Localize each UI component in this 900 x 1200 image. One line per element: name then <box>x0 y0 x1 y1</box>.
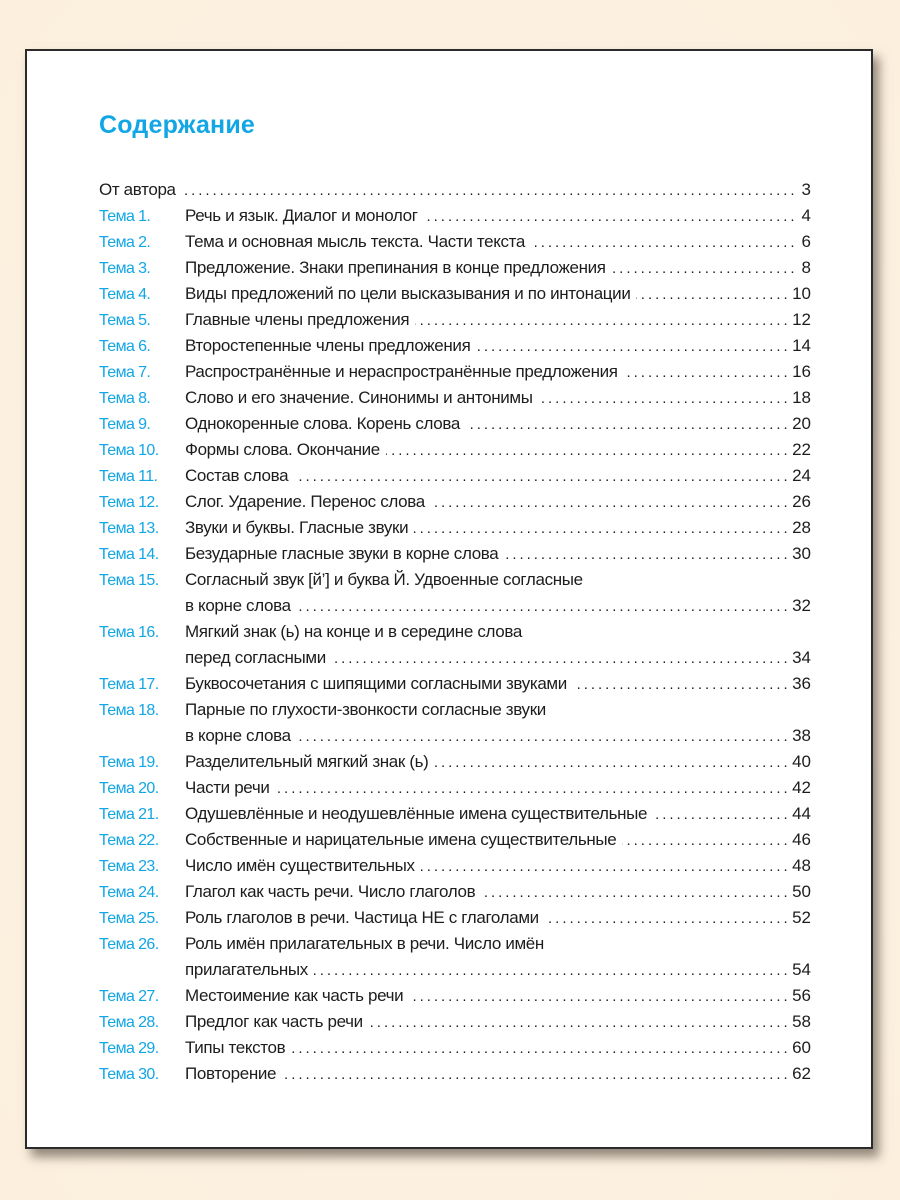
topic-number: Тема 20. <box>99 780 159 797</box>
toc-entry <box>99 385 811 411</box>
topic-title: перед согласными <box>185 648 326 667</box>
dot-leader <box>545 906 787 932</box>
toc-entry <box>99 281 811 307</box>
dot-leader <box>369 1010 787 1036</box>
topic-title: Главные члены предложения <box>185 310 410 329</box>
topic-title: Собственные и нарицательные имена существительные <box>185 830 617 849</box>
page-number: 52 <box>792 908 811 927</box>
toc-entry <box>99 1035 811 1061</box>
topic-title: Согласный звук [й’] и буква Й. Удвоенные согласные <box>185 570 583 589</box>
toc-entry <box>99 801 811 827</box>
dot-leader <box>294 464 787 490</box>
toc-entry <box>99 437 811 463</box>
dot-leader <box>431 490 787 516</box>
topic-number: Тема 12. <box>99 494 159 511</box>
toc-entry <box>99 905 811 931</box>
toc-entry <box>99 853 811 879</box>
dot-leader <box>612 256 794 282</box>
page-number: 26 <box>792 492 811 511</box>
dot-leader <box>421 854 787 880</box>
page-number: 48 <box>792 856 811 875</box>
topic-number: Тема 14. <box>99 546 159 563</box>
topic-title: Местоимение как часть речи <box>185 986 404 1005</box>
page-number: 24 <box>792 466 811 485</box>
topic-number: Тема 7. <box>99 364 151 381</box>
topic-number: Тема 22. <box>99 832 159 849</box>
topic-title: Буквосочетания с шипящими согласными звуками <box>185 674 567 693</box>
topic-title: Роль имён прилагательных в речи. Число имён <box>185 934 544 953</box>
topic-number: Тема 24. <box>99 884 159 901</box>
topic-title: Одушевлённые и неодушевлённые имена существительные <box>185 804 648 823</box>
topic-title: Роль глаголов в речи. Частица НЕ с глаголами <box>185 908 539 927</box>
dot-leader <box>297 724 787 750</box>
topic-title: Формы слова. Окончание <box>185 440 380 459</box>
page-number: 14 <box>792 336 811 355</box>
dot-leader <box>531 230 794 256</box>
dot-leader <box>282 1062 787 1088</box>
dot-leader <box>504 542 787 568</box>
toc-entry-line <box>99 697 811 723</box>
topic-title: Число имён существительных <box>185 856 415 875</box>
topic-number: Тема 15. <box>99 572 159 589</box>
topic-title: Предлог как часть речи <box>185 1012 363 1031</box>
topic-number: Тема 23. <box>99 858 159 875</box>
page-number: 30 <box>792 544 811 563</box>
topic-title: Слово и его значение. Синонимы и антонимы <box>185 388 533 407</box>
topic-number: Тема 8. <box>99 390 151 407</box>
topic-number: Тема 18. <box>99 702 159 719</box>
topic-title: Однокоренные слова. Корень слова <box>185 414 460 433</box>
toc-entry <box>99 489 811 515</box>
toc-entry <box>99 671 811 697</box>
topic-number: Тема 9. <box>99 416 151 433</box>
page-number: 42 <box>792 778 811 797</box>
topic-title: Звуки и буквы. Гласные звуки <box>185 518 409 537</box>
toc-entry <box>99 723 811 749</box>
toc-entry <box>99 229 811 255</box>
page-number: 62 <box>792 1064 811 1083</box>
topic-title: Распространённые и нераспространённые предложения <box>185 362 618 381</box>
topic-title: Состав слова <box>185 466 289 485</box>
toc-entry <box>99 255 811 281</box>
page-title: Содержание <box>99 111 256 139</box>
toc-entry <box>99 177 811 203</box>
topic-number: Тема 6. <box>99 338 151 355</box>
document-page <box>25 49 873 1149</box>
page-number: 58 <box>792 1012 811 1031</box>
topic-number: Тема 16. <box>99 624 159 641</box>
topic-number: Тема 30. <box>99 1066 159 1083</box>
dot-leader <box>276 776 788 802</box>
toc-entry <box>99 203 811 229</box>
toc-entry <box>99 1061 811 1087</box>
topic-number: Тема 10. <box>99 442 159 459</box>
dot-leader <box>182 178 794 204</box>
toc-entry <box>99 307 811 333</box>
dot-leader <box>291 1036 787 1062</box>
topic-title: в корне слова <box>185 726 291 745</box>
toc-entry <box>99 775 811 801</box>
topic-number: Тема 28. <box>99 1014 159 1031</box>
topic-title: Типы текстов <box>185 1038 286 1057</box>
toc-entry-line <box>99 619 811 645</box>
toc-entry <box>99 957 811 983</box>
topic-title: Слог. Ударение. Перенос слова <box>185 492 425 511</box>
dot-leader <box>624 360 787 386</box>
page-number: 16 <box>792 362 811 381</box>
toc-entry <box>99 1009 811 1035</box>
topic-number: Тема 29. <box>99 1040 159 1057</box>
toc-entry-line <box>99 567 811 593</box>
dot-leader <box>332 646 787 672</box>
topic-number: Тема 17. <box>99 676 159 693</box>
topic-title: Второстепенные члены предложения <box>185 336 471 355</box>
topic-title: Виды предложений по цели высказывания и по интонации <box>185 284 631 303</box>
toc-entry <box>99 333 811 359</box>
topic-title: Мягкий знак (ь) на конце и в середине слова <box>185 622 522 641</box>
topic-number: Тема 21. <box>99 806 159 823</box>
dot-leader <box>415 308 787 334</box>
dot-leader <box>622 828 787 854</box>
topic-title: От автора <box>99 180 176 199</box>
dot-leader <box>424 204 794 230</box>
dot-leader <box>297 594 787 620</box>
topic-number: Тема 11. <box>99 468 158 485</box>
topic-title: Повторение <box>185 1064 277 1083</box>
topic-title: Глагол как часть речи. Число глаголов <box>185 882 476 901</box>
page-number: 56 <box>792 986 811 1005</box>
page-number: 36 <box>792 674 811 693</box>
page-number: 44 <box>792 804 811 823</box>
toc-entry <box>99 827 811 853</box>
topic-number: Тема 19. <box>99 754 159 771</box>
page-number: 6 <box>801 232 811 251</box>
page-number: 54 <box>792 960 811 979</box>
toc-entry <box>99 411 811 437</box>
dot-leader <box>636 282 787 308</box>
toc-entry <box>99 541 811 567</box>
topic-number: Тема 25. <box>99 910 159 927</box>
topic-title: в корне слова <box>185 596 291 615</box>
page-number: 40 <box>792 752 811 771</box>
page-number: 8 <box>801 258 811 277</box>
topic-number: Тема 13. <box>99 520 159 537</box>
topic-title: Парные по глухости-звонкости согласные звуки <box>185 700 546 719</box>
dot-leader <box>539 386 787 412</box>
toc-entry <box>99 645 811 671</box>
topic-number: Тема 26. <box>99 936 159 953</box>
dot-leader <box>466 412 787 438</box>
page-number: 4 <box>801 206 811 225</box>
dot-leader <box>314 958 787 984</box>
dot-leader <box>435 750 788 776</box>
page-number: 34 <box>792 648 811 667</box>
table-of-contents <box>99 177 811 1087</box>
page-number: 12 <box>792 310 811 329</box>
topic-title: Разделительный мягкий знак (ь) <box>185 752 429 771</box>
dot-leader <box>386 438 787 464</box>
page-number: 28 <box>792 518 811 537</box>
topic-number: Тема 2. <box>99 234 151 251</box>
topic-title: Безударные гласные звуки в корне слова <box>185 544 499 563</box>
toc-entry <box>99 359 811 385</box>
topic-number: Тема 3. <box>99 260 151 277</box>
toc-entry <box>99 463 811 489</box>
page-number: 60 <box>792 1038 811 1057</box>
page-number: 22 <box>792 440 811 459</box>
page-number: 32 <box>792 596 811 615</box>
page-number: 38 <box>792 726 811 745</box>
topic-number: Тема 5. <box>99 312 151 329</box>
topic-number: Тема 27. <box>99 988 159 1005</box>
toc-entry <box>99 983 811 1009</box>
toc-entry <box>99 593 811 619</box>
toc-entry-line <box>99 931 811 957</box>
topic-title: Предложение. Знаки препинания в конце предложения <box>185 258 606 277</box>
topic-number: Тема 1. <box>99 208 151 225</box>
toc-entry <box>99 515 811 541</box>
topic-number: Тема 4. <box>99 286 151 303</box>
page-number: 18 <box>792 388 811 407</box>
dot-leader <box>414 516 787 542</box>
dot-leader <box>653 802 787 828</box>
dot-leader <box>481 880 787 906</box>
page-number: 20 <box>792 414 811 433</box>
page-number: 50 <box>792 882 811 901</box>
toc-entry <box>99 749 811 775</box>
page-number: 46 <box>792 830 811 849</box>
topic-title: Речь и язык. Диалог и монолог <box>185 206 418 225</box>
dot-leader <box>573 672 787 698</box>
page-number: 3 <box>801 180 811 199</box>
dot-leader <box>409 984 787 1010</box>
page-number: 10 <box>792 284 811 303</box>
dot-leader <box>476 334 787 360</box>
toc-entry <box>99 879 811 905</box>
topic-title: Тема и основная мысль текста. Части текста <box>185 232 525 251</box>
topic-title: Части речи <box>185 778 270 797</box>
topic-title: прилагательных <box>185 960 308 979</box>
